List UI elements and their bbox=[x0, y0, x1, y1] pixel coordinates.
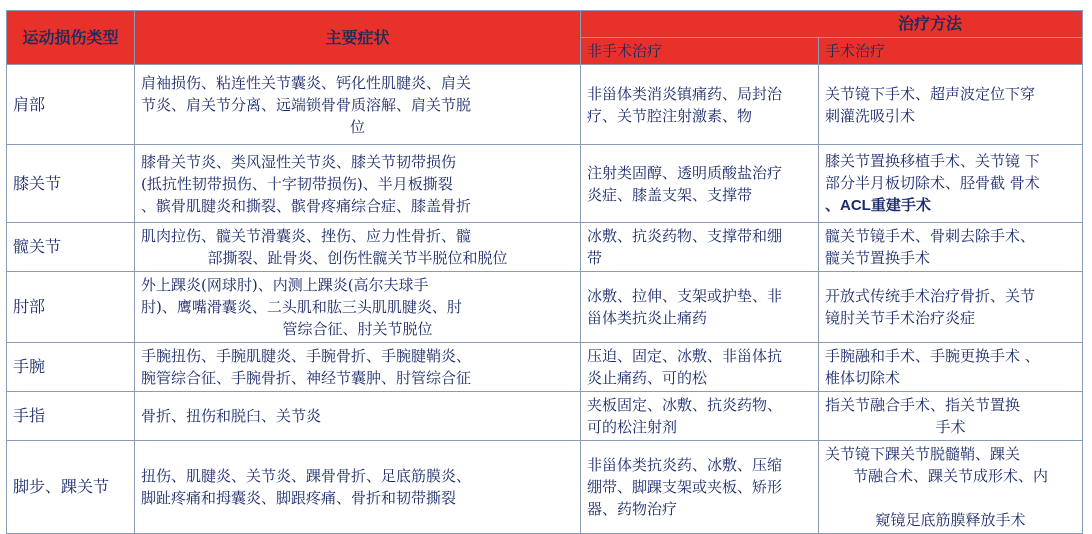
row-type: 手腕 bbox=[7, 343, 135, 392]
row-nonsurgical bbox=[581, 343, 819, 392]
text-line: 管综合征、肘关节脱位 bbox=[282, 320, 433, 338]
text-line: 冰敷、抗炎药物、支撑带和绷 bbox=[587, 227, 783, 245]
text-line: 、ACL重建手术 bbox=[825, 197, 931, 214]
row-surgical bbox=[819, 272, 1083, 343]
text-line: 椎体切除术 bbox=[825, 369, 901, 387]
row-type: 膝关节 bbox=[7, 145, 135, 223]
row-type: 肩部 bbox=[7, 65, 135, 145]
table-row bbox=[7, 223, 1083, 272]
text-line: 压迫、固定、冰敷、非甾体抗 bbox=[587, 347, 783, 365]
row-nonsurgical bbox=[581, 145, 819, 223]
row-surgical bbox=[819, 441, 1083, 534]
row-surgical bbox=[819, 65, 1083, 145]
text-line: 位 bbox=[349, 117, 365, 136]
text-line: 夹板固定、冰敷、抗炎药物、 bbox=[587, 396, 783, 414]
text-line: 骨折、扭伤和脱臼、关节炎 bbox=[141, 407, 322, 425]
text-line: 炎止痛药、可的松 bbox=[587, 369, 708, 387]
text-line: 节融合术、踝关节成形术、内 bbox=[853, 467, 1049, 485]
row-surgical bbox=[819, 392, 1083, 441]
header-surgical: 手术治疗 bbox=[819, 38, 1083, 65]
text-line: 手术 bbox=[935, 418, 966, 436]
row-nonsurgical bbox=[581, 392, 819, 441]
text-line: 刺灌洗吸引术 bbox=[825, 106, 916, 125]
table-row bbox=[7, 441, 1083, 534]
text-line: 脚趾疼痛和拇囊炎、脚跟疼痛、骨折和韧带撕裂 bbox=[141, 489, 457, 507]
row-surgical bbox=[819, 223, 1083, 272]
row-type: 髋关节 bbox=[7, 223, 135, 272]
text-line: 非甾体类抗炎药、冰敷、压缩 bbox=[587, 456, 783, 474]
text-line: 器、药物治疗 bbox=[587, 500, 678, 518]
text-line: 手腕扭伤、手腕肌腱炎、手腕骨折、手腕腱鞘炎、 bbox=[141, 347, 472, 365]
row-symptoms bbox=[135, 145, 581, 223]
text-line: 部分半月板切除术、胫骨截 骨术 bbox=[825, 174, 1040, 192]
header-injury-type: 运动损伤类型 bbox=[7, 11, 135, 65]
text-line: 肌肉拉伤、髋关节滑囊炎、挫伤、应力性骨折、髋 bbox=[141, 227, 472, 245]
text-line: 肘)、鹰嘴滑囊炎、二头肌和肱三头肌肌腱炎、肘 bbox=[141, 298, 462, 316]
header-nonsurgical: 非手术治疗 bbox=[581, 38, 819, 65]
text-line: 注射类固醇、透明质酸盐治疗 bbox=[587, 163, 783, 182]
text-line: 指关节融合手术、指关节置换 bbox=[825, 396, 1021, 414]
text-line: 膝关节置换移植手术、关节镜 下 bbox=[825, 152, 1040, 170]
text-line: 窥镜足底筋膜释放手术 bbox=[875, 511, 1026, 529]
text-line: 膝骨关节炎、类风湿性关节炎、膝关节韧带损伤 bbox=[141, 152, 457, 171]
table-row bbox=[7, 272, 1083, 343]
row-type: 肘部 bbox=[7, 272, 135, 343]
text-line: 关节镜下手术、超声波定位下穿 bbox=[825, 84, 1036, 103]
row-nonsurgical bbox=[581, 272, 819, 343]
text-line: 关节镜下踝关节脱髓鞘、踝关 bbox=[825, 445, 1021, 463]
text-line: 手腕融和手术、手腕更换手术 、 bbox=[825, 347, 1040, 365]
text-line: 带 bbox=[587, 249, 603, 267]
text-line: 部撕裂、趾骨炎、创伤性髋关节半脱位和脱位 bbox=[207, 249, 508, 267]
text-line: 开放式传统手术治疗骨折、关节 bbox=[825, 287, 1036, 305]
text-line: 疗、关节腔注射激素、物 bbox=[587, 106, 753, 125]
row-surgical bbox=[819, 343, 1083, 392]
text-line: 腕管综合征、手腕骨折、神经节囊肿、肘管综合征 bbox=[141, 369, 472, 387]
injury-treatment-table bbox=[6, 10, 1083, 534]
row-symptoms bbox=[135, 223, 581, 272]
text-line: 髋关节镜手术、骨刺去除手术、 bbox=[825, 227, 1036, 245]
table-row bbox=[7, 65, 1083, 145]
row-type: 脚步、踝关节 bbox=[7, 441, 135, 534]
text-line: 冰敷、拉伸、支架或护垫、非 bbox=[587, 287, 783, 305]
row-symptoms bbox=[135, 65, 581, 145]
text-line: 髋关节置换手术 bbox=[825, 249, 931, 267]
text-line: 甾体类抗炎止痛药 bbox=[587, 309, 708, 327]
row-nonsurgical bbox=[581, 223, 819, 272]
text-line: 炎症、膝盖支架、支撑带 bbox=[587, 185, 753, 204]
text-line: 扭伤、肌腱炎、关节炎、踝骨骨折、足底筋膜炎、 bbox=[141, 467, 472, 485]
header-symptoms: 主要症状 bbox=[135, 11, 581, 65]
text-line: 可的松注射剂 bbox=[587, 418, 678, 436]
row-symptoms bbox=[135, 441, 581, 534]
text-line: 肩袖损伤、粘连性关节囊炎、钙化性肌腱炎、肩关 bbox=[141, 73, 472, 92]
table-row bbox=[7, 392, 1083, 441]
table-row bbox=[7, 145, 1083, 223]
row-type: 手指 bbox=[7, 392, 135, 441]
header-treatment: 治疗方法 bbox=[581, 11, 1083, 38]
text-line: 非甾体类消炎镇痛药、局封治 bbox=[587, 84, 783, 103]
table-row bbox=[7, 343, 1083, 392]
text-line: 节炎、肩关节分离、远端锁骨骨质溶解、肩关节脱 bbox=[141, 95, 472, 114]
text-line: 绷带、脚踝支架或夹板、矫形 bbox=[587, 478, 783, 496]
row-symptoms bbox=[135, 343, 581, 392]
row-nonsurgical bbox=[581, 441, 819, 534]
text-line: (抵抗性韧带损伤、十字韧带损伤)、半月板撕裂 bbox=[141, 174, 453, 193]
row-surgical bbox=[819, 145, 1083, 223]
text-line: 、髌骨肌腱炎和撕裂、髌骨疼痛综合症、膝盖骨折 bbox=[141, 196, 472, 215]
row-symptoms bbox=[135, 272, 581, 343]
text-line: 外上踝炎(网球肘)、内测上踝炎(高尔夫球手 bbox=[141, 276, 429, 294]
row-nonsurgical bbox=[581, 65, 819, 145]
row-symptoms bbox=[135, 392, 581, 441]
text-line: 镜肘关节手术治疗炎症 bbox=[825, 309, 976, 327]
